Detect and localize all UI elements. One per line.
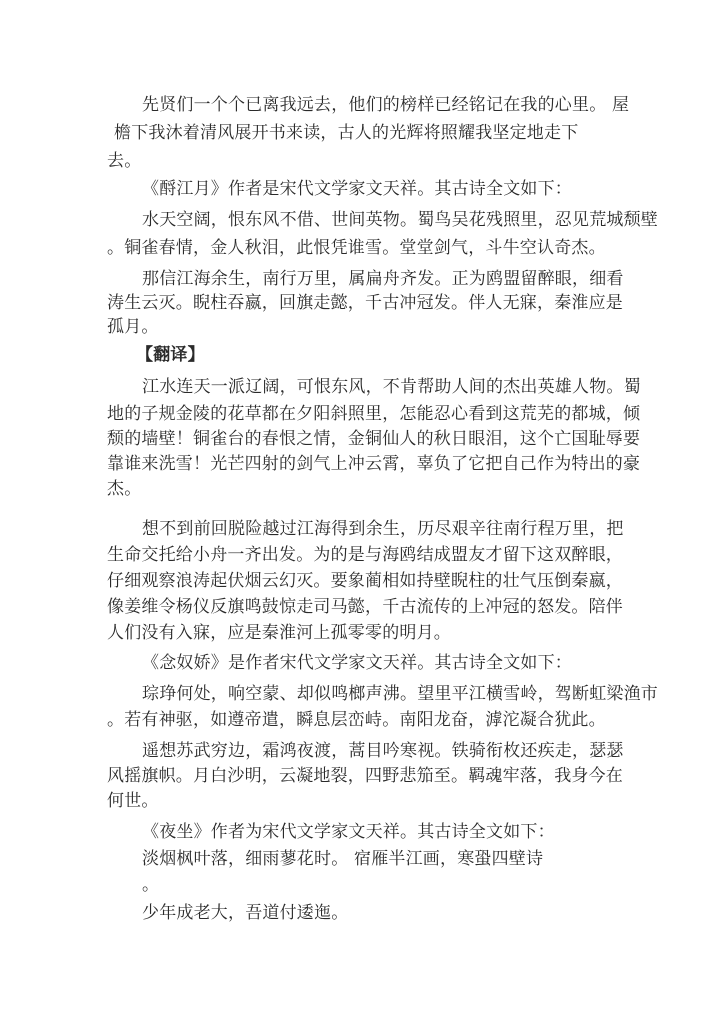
- poem-line: 少年成老大，吾道付逶迤。: [142, 903, 349, 923]
- poem-intro: 《酹江月》作者是宋代文学家文天祥。其古诗全文如下：: [142, 179, 572, 199]
- poem-line: 淡烟枫叶落，细雨蓼花时。 宿雁半江画，寒蛩四壁诗: [142, 849, 544, 869]
- translation-line: 想不到前回脱险越过江海得到余生，历尽艰辛往南行程万里，把: [142, 519, 624, 539]
- translation-line: 像姜维令杨仪反旗鸣鼓惊走司马懿，千古流传的上冲冠的怒发。陪伴: [107, 597, 623, 617]
- poem-line: 风摇旗帜。月白沙明，云凝地裂，四野悲笳至。羁魂牢落，我身今在: [107, 766, 623, 786]
- poem-line: 孤月。: [107, 317, 159, 337]
- translation-line: 江水连天一派辽阔，可恨东风，不肯帮助人间的杰出英雄人物。蜀: [142, 377, 641, 397]
- translation-line: 靠谁来洗雪！光芒四射的剑气上冲云霄，辜负了它把自己作为特出的豪: [107, 454, 641, 474]
- paragraph-line: 先贤们一个个已离我远去，他们的榜样已经铭记在我的心里。 屋: [142, 95, 630, 115]
- poem-line: 水天空阔，恨东风不借、世间英物。蜀鸟吴花残照里，忍见荒城颓壁: [142, 210, 658, 230]
- poem-line: 。: [142, 875, 160, 895]
- paragraph-line: 去。: [107, 151, 142, 171]
- poem-line: 。若有神驱，如遵帝遣，瞬息层峦峙。南阳龙奋，滹沱凝合犹此。: [107, 710, 606, 730]
- poem-line: 遥想苏武穷边，霜鸿夜渡，蒿目吟寒视。铁骑衔枚还疾走，瑟瑟: [142, 741, 624, 761]
- translation-line: 仔细观察浪涛起伏烟云幻灭。要象蔺相如持壁睨柱的壮气压倒秦嬴，: [107, 571, 623, 591]
- poem-line: 琮琤何处，响空蒙、却似鸣榔声沸。望里平江横雪岭，驾断虹梁渔市: [142, 684, 658, 704]
- poem-intro: 《夜坐》作者为宋代文学家文天祥。其古诗全文如下：: [142, 822, 555, 842]
- translation-line: 地的子规金陵的花草都在夕阳斜照里，怎能忍心看到这荒芜的都城，倾: [107, 404, 641, 424]
- poem-intro: 《念奴娇》是作者宋代文学家文天祥。其古诗全文如下：: [142, 653, 572, 673]
- translation-line: 生命交托给小舟一齐出发。为的是与海鸥结成盟友才留下这双醉眼，: [107, 545, 623, 565]
- poem-line: 那信江海余生，南行万里，属扁舟齐发。正为鸥盟留醉眼，细看: [142, 269, 624, 289]
- poem-line: 涛生云灭。睨柱吞嬴，回旗走懿，千古冲冠发。伴人无寐，秦淮应是: [107, 293, 623, 313]
- translation-line: 颓的墙壁！铜雀台的春恨之情，金铜仙人的秋日眼泪，这个亡国耻辱要: [107, 429, 641, 449]
- translation-heading: 【翻译】: [136, 345, 205, 365]
- translation-line: 杰。: [107, 479, 142, 499]
- poem-line: 何世。: [107, 791, 159, 811]
- paragraph-line: 檐下我沐着清风展开书来读，古人的光辉将照耀我坚定地走下: [114, 123, 579, 143]
- poem-line: 。铜雀春情，金人秋泪，此恨凭谁雪。堂堂剑气，斗牛空认奇杰。: [107, 238, 606, 258]
- translation-line: 人们没有入寐，应是秦淮河上孤零零的明月。: [107, 623, 451, 643]
